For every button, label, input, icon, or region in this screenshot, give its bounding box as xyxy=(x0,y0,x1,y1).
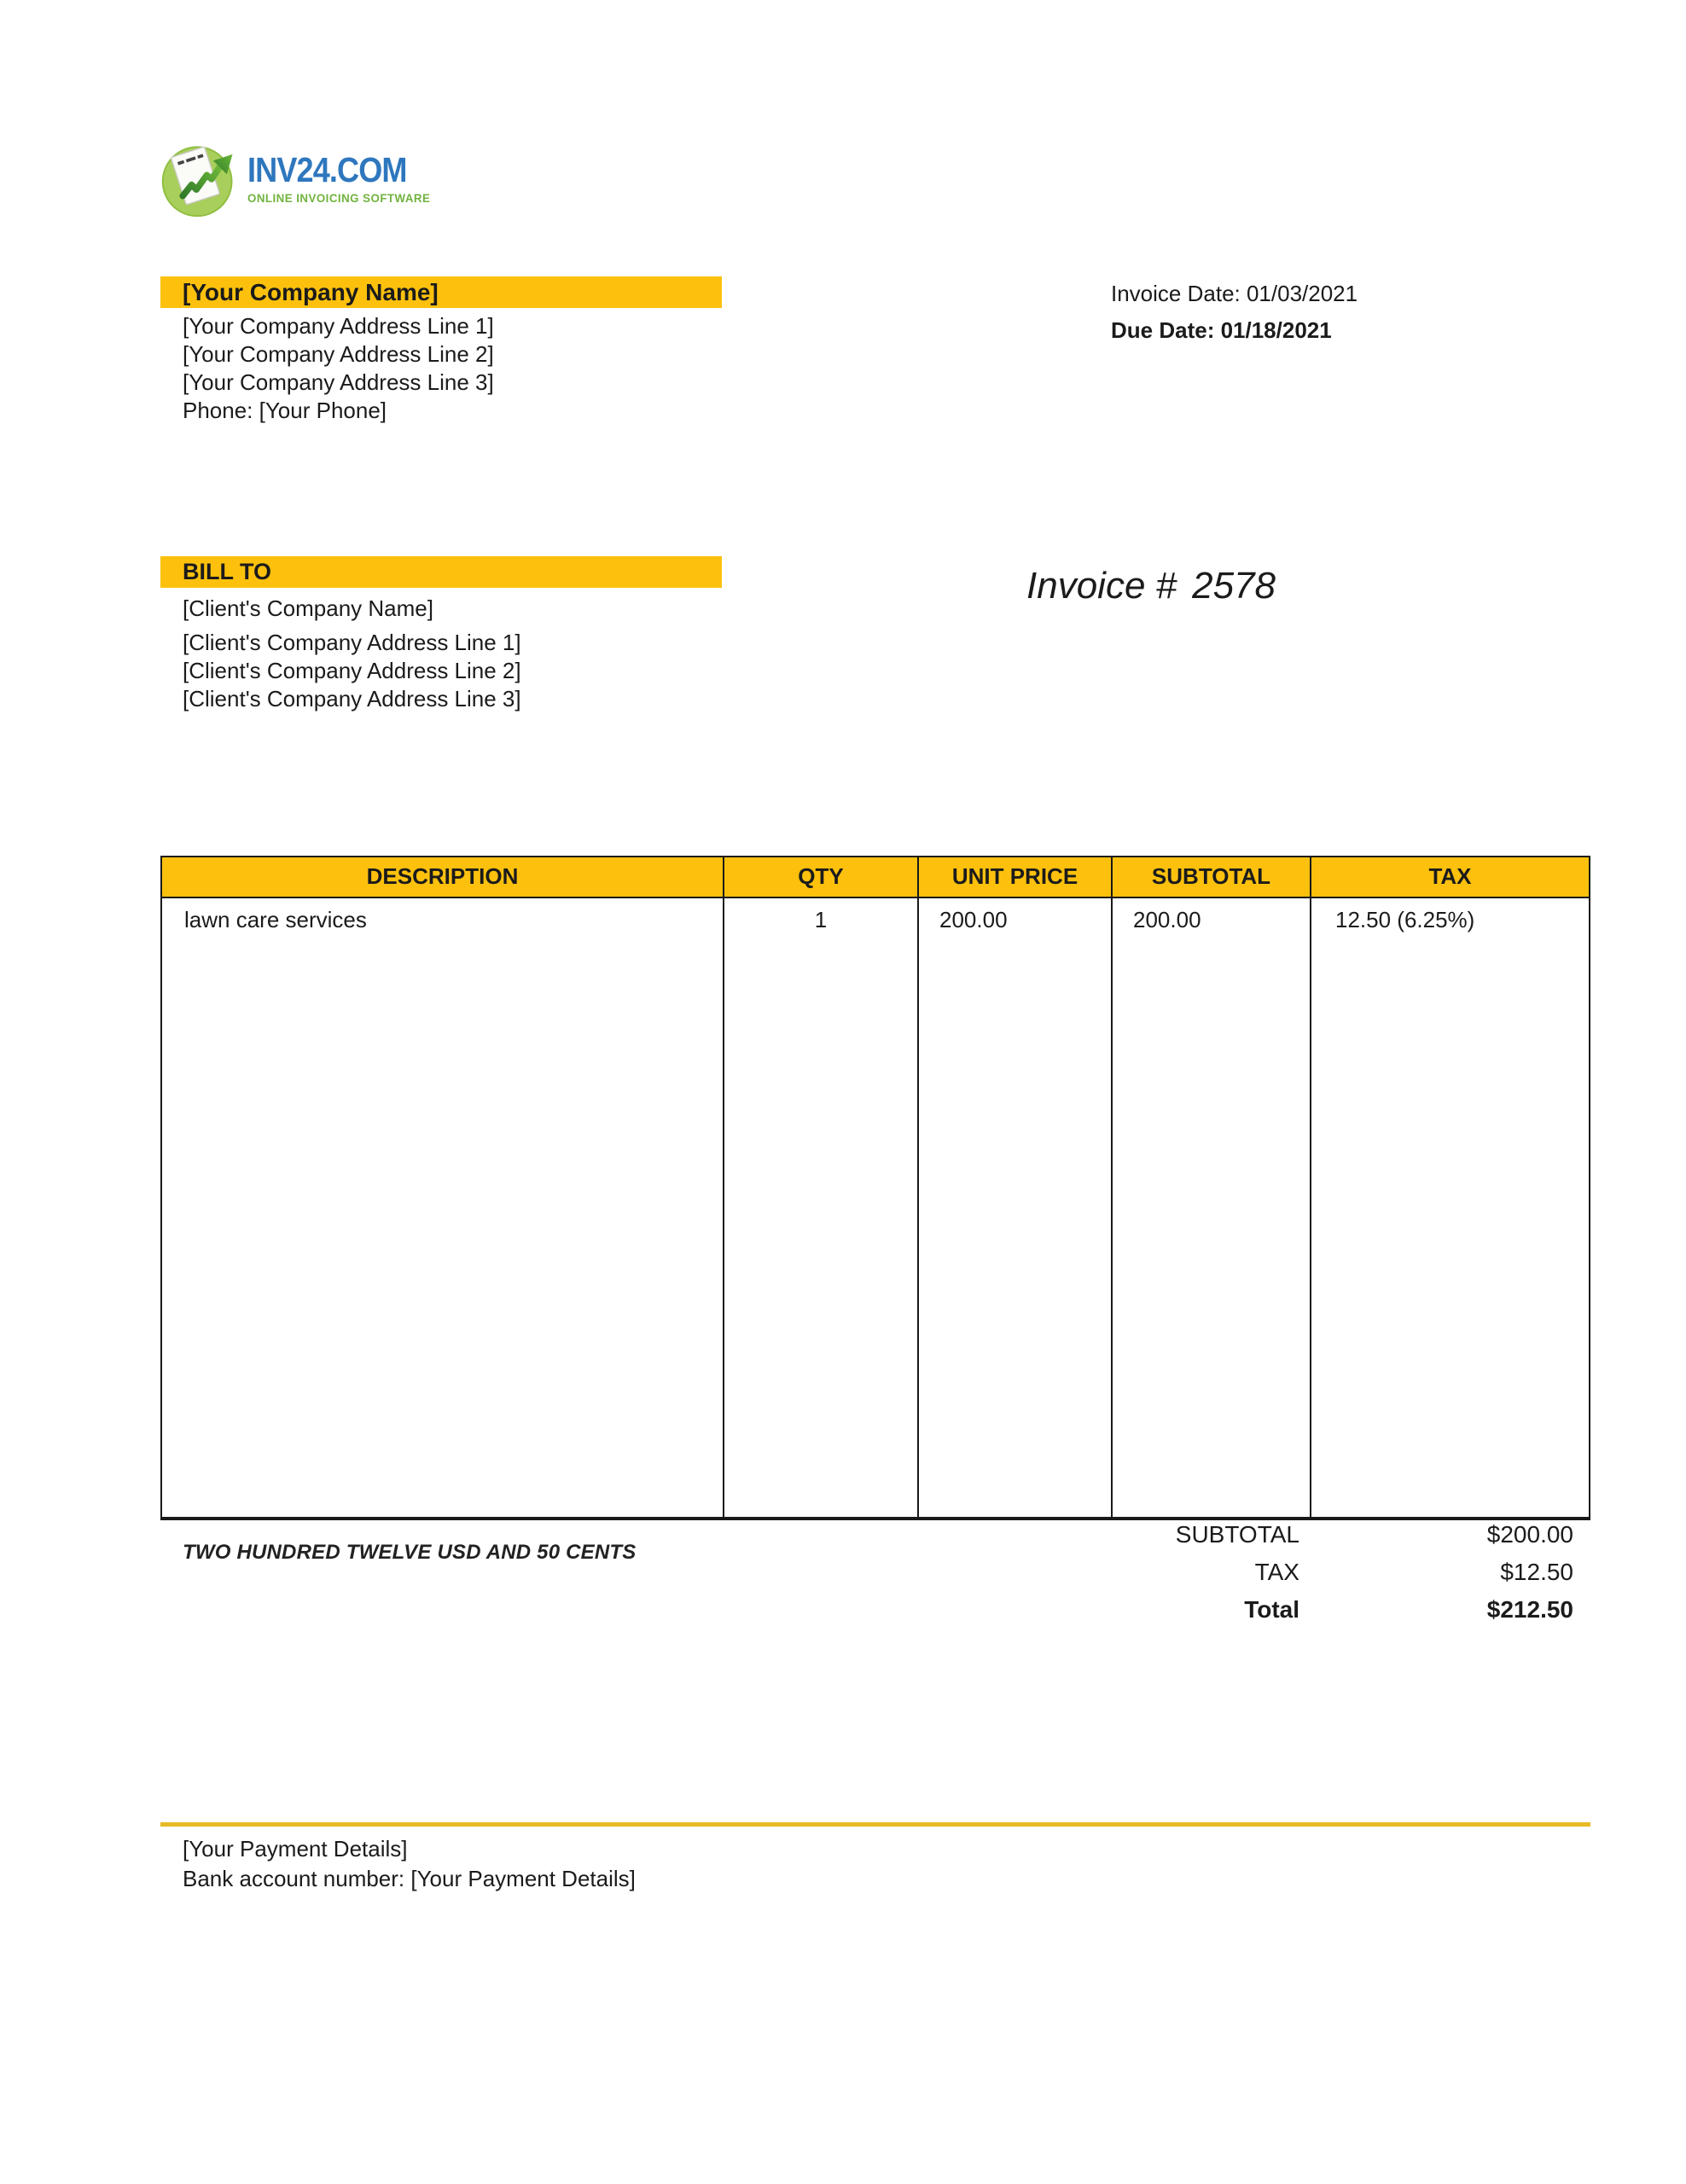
invoice-number-label: Invoice # xyxy=(1026,565,1177,607)
column-header-subtotal: SUBTOTAL xyxy=(1113,857,1311,897)
invoice-number-heading xyxy=(1026,565,1276,607)
subtotal-value: $200.00 xyxy=(1486,1521,1573,1548)
item-tax: 12.50 (6.25%) xyxy=(1335,907,1475,932)
total-label: Total xyxy=(1244,1596,1299,1623)
bill-to-label: BILL TO xyxy=(183,559,272,584)
inv24-logo xyxy=(159,138,440,218)
payment-details xyxy=(183,1834,636,1894)
invoice-date: Invoice Date: 01/03/2021 xyxy=(1111,281,1358,306)
due-date: Due Date: 01/18/2021 xyxy=(1111,317,1332,343)
item-description: lawn care services xyxy=(162,898,724,1517)
column-header-unit-price: UNIT PRICE xyxy=(919,857,1113,897)
tax-row xyxy=(939,1560,1573,1585)
totals-block xyxy=(939,1522,1573,1635)
total-row xyxy=(939,1597,1573,1623)
item-qty: 1 xyxy=(724,898,919,1517)
payment-details-line-2: Bank account number: [Your Payment Details] xyxy=(183,1866,636,1891)
tax-label: TAX xyxy=(1254,1559,1299,1585)
company-name: [Your Company Name] xyxy=(183,279,439,305)
column-header-qty: QTY xyxy=(724,857,919,897)
table-row xyxy=(162,898,1589,1517)
client-address-line: [Client's Company Address Line 3] xyxy=(183,686,521,712)
amount-in-words: TWO HUNDRED TWELVE USD AND 50 CENTS xyxy=(183,1541,637,1564)
inv24-logo-icon xyxy=(159,138,239,218)
items-table-header xyxy=(162,857,1589,898)
client-address-block xyxy=(183,595,521,713)
company-address-block xyxy=(183,312,494,425)
subtotal-label: SUBTOTAL xyxy=(1175,1521,1299,1548)
bill-to-banner xyxy=(160,556,722,588)
client-name: [Client's Company Name] xyxy=(183,595,433,621)
column-header-description: DESCRIPTION xyxy=(162,857,724,897)
company-address-line: [Your Company Address Line 1] xyxy=(183,313,494,339)
column-header-tax: TAX xyxy=(1428,863,1472,889)
client-address-line: [Client's Company Address Line 1] xyxy=(183,630,521,655)
total-value: $212.50 xyxy=(1486,1596,1573,1623)
item-subtotal: 200.00 xyxy=(1113,898,1311,1517)
company-address-line: [Your Company Address Line 3] xyxy=(183,369,494,395)
client-address-line: [Client's Company Address Line 2] xyxy=(183,658,521,683)
company-phone: Phone: [Your Phone] xyxy=(183,398,387,423)
payment-details-line-1: [Your Payment Details] xyxy=(183,1836,408,1862)
items-table xyxy=(160,856,1590,1520)
invoice-number-value: 2578 xyxy=(1192,565,1276,607)
footer-separator xyxy=(160,1822,1590,1827)
brand-tagline: ONLINE INVOICING SOFTWARE xyxy=(247,191,431,205)
company-address-line: [Your Company Address Line 2] xyxy=(183,341,494,367)
invoice-meta xyxy=(1111,281,1358,343)
subtotal-row xyxy=(939,1522,1573,1548)
company-name-banner xyxy=(160,276,722,308)
item-unit-price: 200.00 xyxy=(919,898,1113,1517)
tax-value: $12.50 xyxy=(1500,1559,1573,1585)
brand-text: INV24.COM xyxy=(247,150,407,189)
